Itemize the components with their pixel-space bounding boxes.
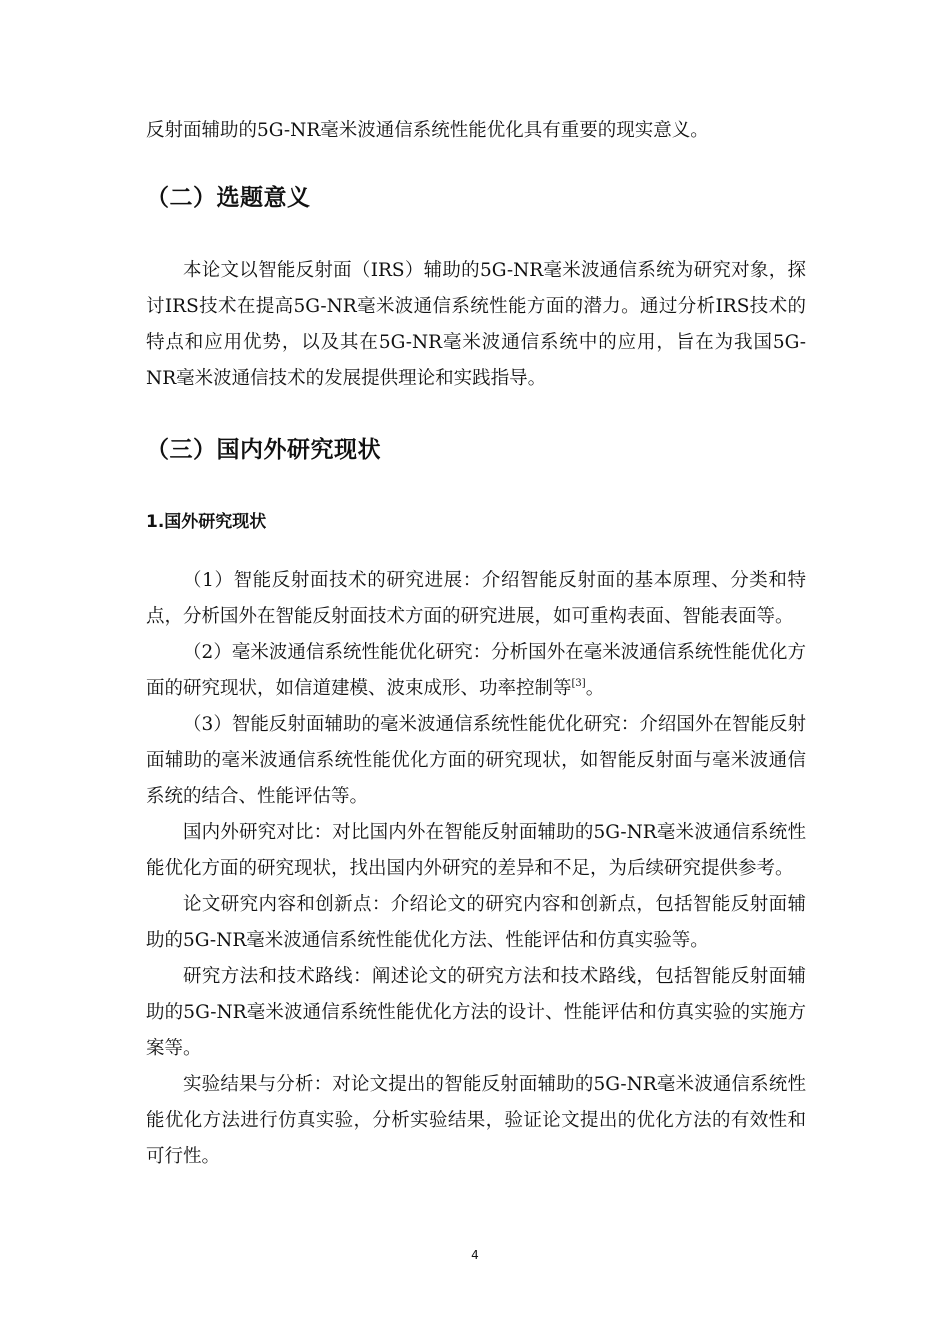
body-paragraph: 反射面辅助的5G-NR毫米波通信系统性能优化具有重要的现实意义。	[146, 120, 709, 141]
comparison-paragraph: 国内外研究对比：对比国内外在智能反射面辅助的5G-NR毫米波通信系统性能优化方面的研究现状，找出国内外研究的差异和不足，为后续研究提供参考。	[146, 822, 806, 879]
section-heading-research-status	[146, 432, 806, 468]
item-3-paragraph: （3）智能反射面辅助的毫米波通信系统性能优化研究：介绍国外在智能反射面辅助的毫米波通信系统性能优化方面的研究现状，如智能反射面与毫米波通信系统的结合、性能评估等。	[146, 714, 806, 807]
research-status-body	[146, 563, 806, 1175]
subsection-title: 1.国外研究现状	[146, 512, 267, 532]
item-2-end: 。	[585, 678, 605, 699]
section-title: （三）国内外研究现状	[146, 437, 381, 463]
body-paragraph: 本论文以智能反射面（IRS）辅助的5G-NR毫米波通信系统为研究对象，探讨IRS技术在提高5G-NR毫米波通信系统性能方面的潜力。通过分析IRS技术的特点和应用优势，以及其在5G-NR毫米波通信系统中的应用，旨在为我国5G-NR毫米波通信技术的发展提供理论和实践指导。	[146, 260, 806, 389]
results-paragraph: 实验结果与分析：对论文提出的智能反射面辅助的5G-NR毫米波通信系统性能优化方法进行仿真实验，分析实验结果，验证论文提出的优化方法的有效性和可行性。	[146, 1074, 806, 1167]
topic-significance-block	[146, 253, 806, 397]
contents-paragraph: 论文研究内容和创新点：介绍论文的研究内容和创新点，包括智能反射面辅助的5G-NR毫米波通信系统性能优化方法、性能评估和仿真实验等。	[146, 894, 806, 951]
intro-end-paragraph	[146, 113, 806, 149]
subsection-heading-foreign	[146, 507, 806, 537]
section-title: （二）选题意义	[146, 185, 311, 211]
methods-paragraph: 研究方法和技术路线：阐述论文的研究方法和技术路线，包括智能反射面辅助的5G-NR毫米波通信系统性能优化方法的设计、性能评估和仿真实验的实施方案等。	[146, 966, 806, 1059]
section-heading-topic-significance	[146, 180, 806, 216]
item-2-text: （2）毫米波通信系统性能优化研究：分析国外在毫米波通信系统性能优化方面的研究现状，如信道建模、波束成形、功率控制等	[146, 642, 806, 699]
item-1-paragraph: （1）智能反射面技术的研究进展：介绍智能反射面的基本原理、分类和特点，分析国外在智能反射面技术方面的研究进展，如可重构表面、智能表面等。	[146, 570, 806, 627]
page-number: 4	[471, 1248, 479, 1262]
citation-3[interactable]: [3]	[571, 678, 586, 689]
item-2-paragraph	[146, 635, 806, 707]
